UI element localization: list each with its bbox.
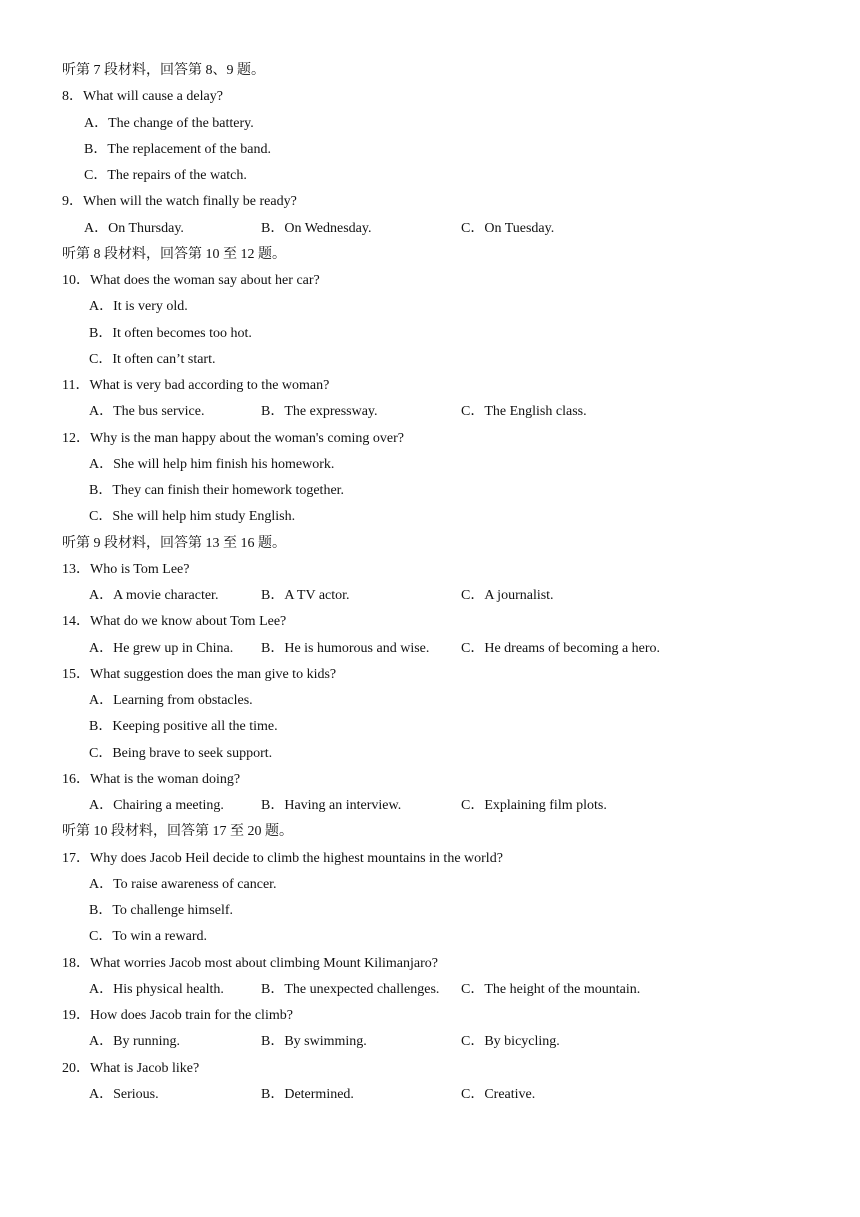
q14-option-c: C．He dreams of becoming a hero. [461, 640, 661, 656]
q11-option-c: C．The English class. [461, 404, 587, 420]
q9-option-c: C．On Tuesday. [461, 220, 555, 236]
q19-option-a: A．By running. [89, 1034, 180, 1050]
exam-page [0, 58, 860, 1108]
question-13: 13．Who is Tom Lee? [62, 561, 190, 577]
question-18: 18．What worries Jacob most about climbing Mount Kilimanjaro? [62, 955, 438, 971]
question-12: 12．Why is the man happy about the woman's coming over? [62, 430, 404, 446]
q10-option-a: A．It is very old. [89, 299, 188, 315]
q14-option-a: A．He grew up in China. [89, 640, 234, 656]
question-9: 9．When will the watch finally be ready? [62, 194, 297, 210]
q18-option-a: A．His physical health. [89, 981, 224, 997]
q9-option-b: B．On Wednesday. [261, 220, 372, 236]
q11-option-b: B．The expressway. [261, 404, 378, 420]
q8-option-c: C．The repairs of the watch. [84, 168, 247, 183]
question-15: 15．What suggestion does the man give to kids? [62, 666, 337, 682]
question-19: 19．How does Jacob train for the climb? [62, 1008, 293, 1023]
question-17: 17．Why does Jacob Heil decide to climb the highest mountains in the world? [62, 850, 503, 866]
question-10: 10．What does the woman say about her car? [62, 273, 320, 288]
q12-option-a: A．She will help him finish his homework. [89, 456, 335, 472]
q16-option-a: A．Chairing a meeting. [89, 798, 224, 813]
q20-option-b: B．Determined. [261, 1086, 354, 1102]
q13-option-a: A．A movie character. [89, 588, 219, 603]
q16-option-b: B．Having an interview. [261, 798, 402, 813]
q18-options [0, 977, 860, 1003]
q9-options [0, 216, 860, 242]
q15-option-c: C．Being brave to seek support. [89, 745, 273, 761]
q12-option-c: C．She will help him study English. [89, 509, 296, 525]
q10-option-b: B．It often becomes too hot. [89, 325, 252, 341]
section-header-8: 听第 8 段材料，回答第 10 至 12 题。 [62, 246, 286, 262]
q20-option-a: A．Serious. [89, 1086, 159, 1102]
q13-options [0, 583, 860, 609]
q12-option-b: B．They can finish their homework together. [89, 483, 345, 498]
q18-option-b: B．The unexpected challenges. [261, 981, 440, 997]
q15-option-b: B．Keeping positive all the time. [89, 719, 278, 735]
q14-option-b: B．He is humorous and wise. [261, 640, 430, 656]
section-header-7: 听第 7 段材料，回答第 8、9 题。 [62, 63, 265, 78]
q19-option-c: C．By bicycling. [461, 1034, 560, 1050]
q11-options [0, 399, 860, 425]
question-14: 14．What do we know about Tom Lee? [62, 614, 287, 630]
q20-option-c: C．Creative. [461, 1086, 536, 1102]
question-8: 8．What will cause a delay? [62, 89, 223, 105]
question-16: 16．What is the woman doing? [62, 771, 241, 787]
q13-option-b: B．A TV actor. [261, 588, 350, 603]
q19-option-b: B．By swimming. [261, 1034, 367, 1050]
q17-option-b: B．To challenge himself. [89, 903, 234, 918]
q15-option-a: A．Learning from obstacles. [89, 693, 253, 708]
section-header-9: 听第 9 段材料，回答第 13 至 16 题。 [62, 535, 286, 551]
q18-option-c: C．The height of the mountain. [461, 981, 641, 997]
q20-options [0, 1082, 860, 1108]
q11-option-a: A．The bus service. [89, 404, 205, 420]
q13-option-c: C．A journalist. [461, 588, 554, 603]
question-20: 20．What is Jacob like? [62, 1060, 200, 1076]
question-11: 11．What is very bad according to the woman? [62, 378, 330, 393]
q17-option-c: C．To win a reward. [89, 929, 207, 945]
q9-option-a: A．On Thursday. [84, 220, 184, 236]
q14-options [0, 636, 860, 662]
q16-options [0, 793, 860, 819]
section-header-10: 听第 10 段材料，回答第 17 至 20 题。 [62, 824, 293, 840]
q8-option-b: B．The replacement of the band. [84, 141, 271, 157]
q8-option-a: A．The change of the battery. [84, 115, 254, 131]
q17-option-a: A．To raise awareness of cancer. [89, 876, 277, 892]
q16-option-c: C．Explaining film plots. [461, 798, 607, 813]
q10-option-c: C．It often can’t start. [89, 351, 216, 367]
q19-options [0, 1029, 860, 1055]
